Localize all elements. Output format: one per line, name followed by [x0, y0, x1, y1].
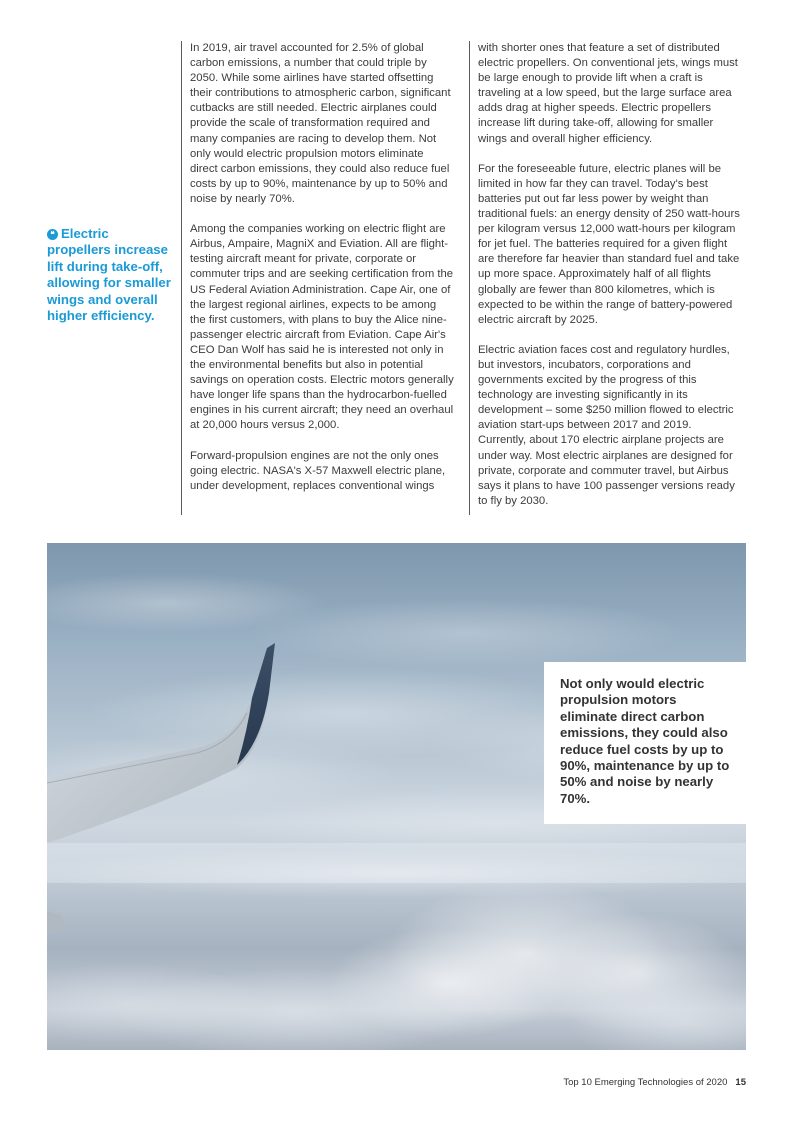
pull-quote-text: Electric propellers increase lift during take-off, allowing for smaller wings and overall higher efficiency. — [47, 226, 171, 324]
quote-icon: ❝ — [47, 229, 58, 240]
page-number: 15 — [735, 1077, 746, 1088]
paragraph: with shorter ones that feature a set of distributed electric propellers. On conventional jets, wings must be large enough to provide lift when a craft is traveling at a low speed, but the large surface area adds drag at higher speeds. Electric propellers increase lift during take-off, allowing for smaller wings and overall higher efficiency. — [478, 42, 738, 145]
paragraph: In 2019, air travel accounted for 2.5% of global carbon emissions, a number that could triple by 2050. While some airlines have started offsetting their contributions to atmospheric carbon, significant cutbacks are still needed. Electric airplanes could provide the scale of transformation required and many companies are racing to develop them. Not only would electric propulsion motors eliminate direct carbon emissions, they could also reduce fuel costs by up to 90%, maintenance by up to 50% and noise by nearly 70%. — [190, 42, 451, 205]
text-column-left — [181, 41, 454, 515]
footer-title: Top 10 Emerging Technologies of 2020 — [563, 1077, 728, 1088]
paragraph: Forward-propulsion engines are not the only ones going electric. NASA's X-57 Maxwell electric plane, under development, replaces conventional wings — [190, 449, 446, 492]
callout-box — [544, 662, 746, 824]
paragraph: Among the companies working on electric flight are Airbus, Ampaire, MagniX and Eviation. All are flight-testing aircraft meant for private, corporate or commuter trips and are seeking certification from the US Federal Aviation Administration. Cape Air, one of the largest regional airlines, expects to be among the first customers, with plans to buy the Alice nine-passenger electric aircraft from Eviation. Cape Air's CEO Dan Wolf has said he is interested not only in the environmental benefits but also in potential savings on operation costs. Electric motors generally have longer life spans than the hydrocarbon-fuelled engines in his current aircraft; they need an overhaul at 20,000 hours versus 2,000. — [190, 223, 454, 432]
page-footer — [563, 1077, 746, 1088]
pull-quote — [47, 226, 175, 324]
text-column-right — [469, 41, 742, 515]
paragraph: For the foreseeable future, electric planes will be limited in how far they can travel. Today's best batteries put out far less power by weight than traditional fuels: an energy density of 250 watt-hours per kilogram versus 12,000 watt-hours per kilogram for jet fuel. The batteries required for a given flight are therefore far heavier than standard fuel and take up more space. Approximately half of all flights globally are fewer than 800 kilometres, which is expected to be within the range of battery-powered electric aircraft by 2025. — [478, 162, 740, 326]
paragraph: Electric aviation faces cost and regulatory hurdles, but investors, incubators, corporations and governments excited by the progress of this technology are investing significantly in its development – some $250 million flowed to electric aviation start-ups between 2017 and 2019. Currently, about 170 electric airplane projects are under way. Most electric airplanes are designed for private, corporate and commuter travel, but Airbus says it plans to have 100 passenger versions ready to fly by 2030. — [478, 343, 735, 507]
callout-text: Not only would electric propulsion motors eliminate direct carbon emissions, they could also reduce fuel costs by up to 90%, maintenance by up to 50% and noise by nearly 70%. — [560, 676, 730, 806]
